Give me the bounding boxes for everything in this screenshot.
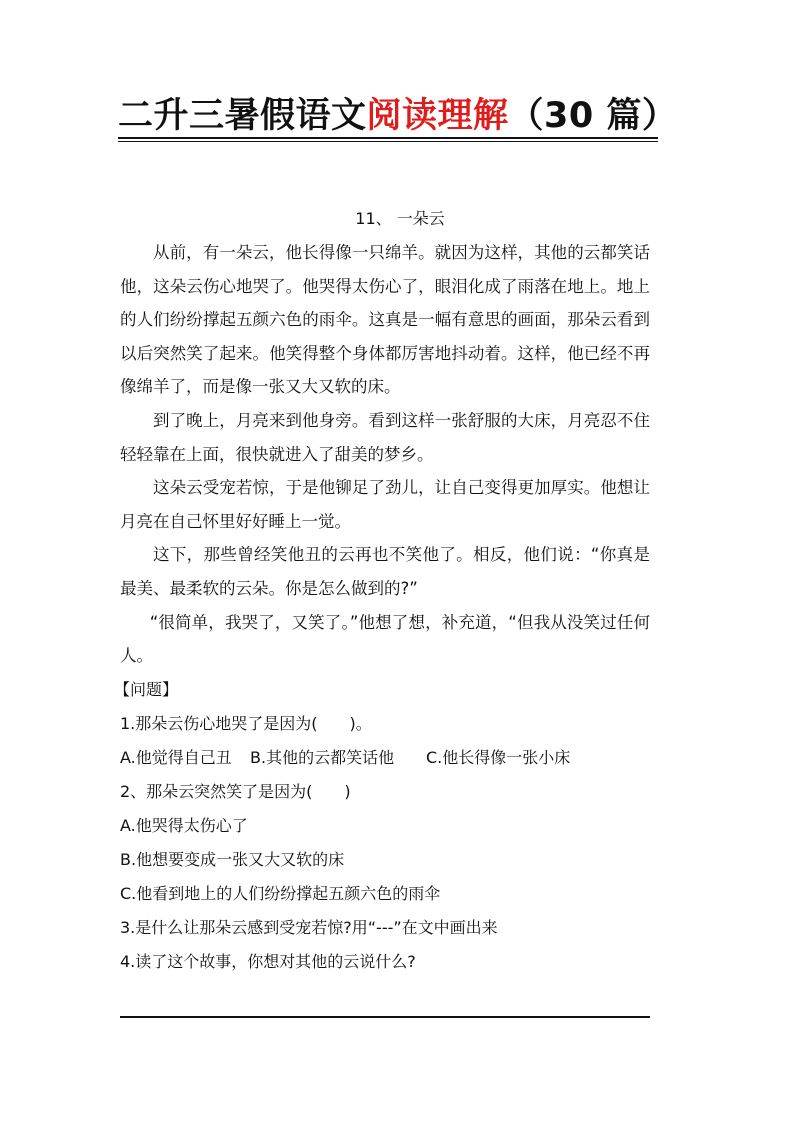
- question-4: 4.读了这个故事，你想对其他的云说什么?: [120, 951, 416, 971]
- story-heading: 11、 一朵云: [355, 209, 445, 228]
- title-highlight: 阅读理解: [366, 96, 509, 136]
- question-1-options: [120, 741, 650, 775]
- document-body: [114, 236, 650, 979]
- question-2: 2、那朵云突然笑了是因为( ): [120, 781, 351, 801]
- question-1-option-a: A.他觉得自己丑: [120, 747, 232, 767]
- title-text: 二升三暑假语文: [118, 96, 367, 136]
- story-paragraph: 从前，有一朵云，他长得像一只绵羊。就因为这样，其他的云都笑话他，这朵云伤心地哭了。他哭得太伤心了，眼泪化成了雨落在地上。地上的人们纷纷撑起五颜六色的雨伞。这真是一幅有意思的画面，那朵云看到以后突然笑了起来。他笑得整个身体都厉害地抖动着。这样，他已经不再像绵羊了，而是像一张又大又软的床。: [120, 243, 650, 397]
- document-title: [118, 96, 678, 142]
- title-underline: [118, 137, 658, 139]
- story-paragraph: 这朵云受宠若惊，于是他铆足了劲儿，让自己变得更加厚实。他想让月亮在自己怀里好好睡上一觉。: [120, 478, 650, 531]
- question-3: 3.是什么让那朵云感到受宠若惊?用“---”在文中画出来: [120, 917, 498, 937]
- question-1: 1.那朵云伤心地哭了是因为( )。: [120, 713, 372, 733]
- question-2-option-c: C.他看到地上的人们纷纷撑起五颜六色的雨伞: [120, 883, 441, 903]
- story-paragraph: 这下，那些曾经笑他丑的云再也不笑他了。相反，他们说：“你真是最美、最柔软的云朵。你是怎么做到的?”: [120, 545, 650, 598]
- question-2-option-b: B.他想要变成一张又大又软的床: [120, 849, 345, 869]
- questions-header: 【问题】: [114, 679, 179, 699]
- title-count: （30 篇）: [508, 96, 678, 136]
- story-paragraph: 到了晚上，月亮来到他身旁。看到这样一张舒服的大床，月亮忍不住轻轻靠在上面，很快就进入了甜美的梦乡。: [120, 410, 650, 464]
- question-1-option-c: C.他长得像一张小床: [426, 747, 571, 767]
- story-paragraph: “很简单，我哭了，又笑了。”他想了想，补充道，“但我从没笑过任何人。: [120, 612, 650, 666]
- question-2-option-a: A.他哭得太伤心了: [120, 815, 248, 835]
- title-underline-thin: [118, 141, 658, 142]
- answer-line: [120, 1016, 650, 1018]
- question-1-option-b: B.其他的云都笑话他: [250, 747, 395, 767]
